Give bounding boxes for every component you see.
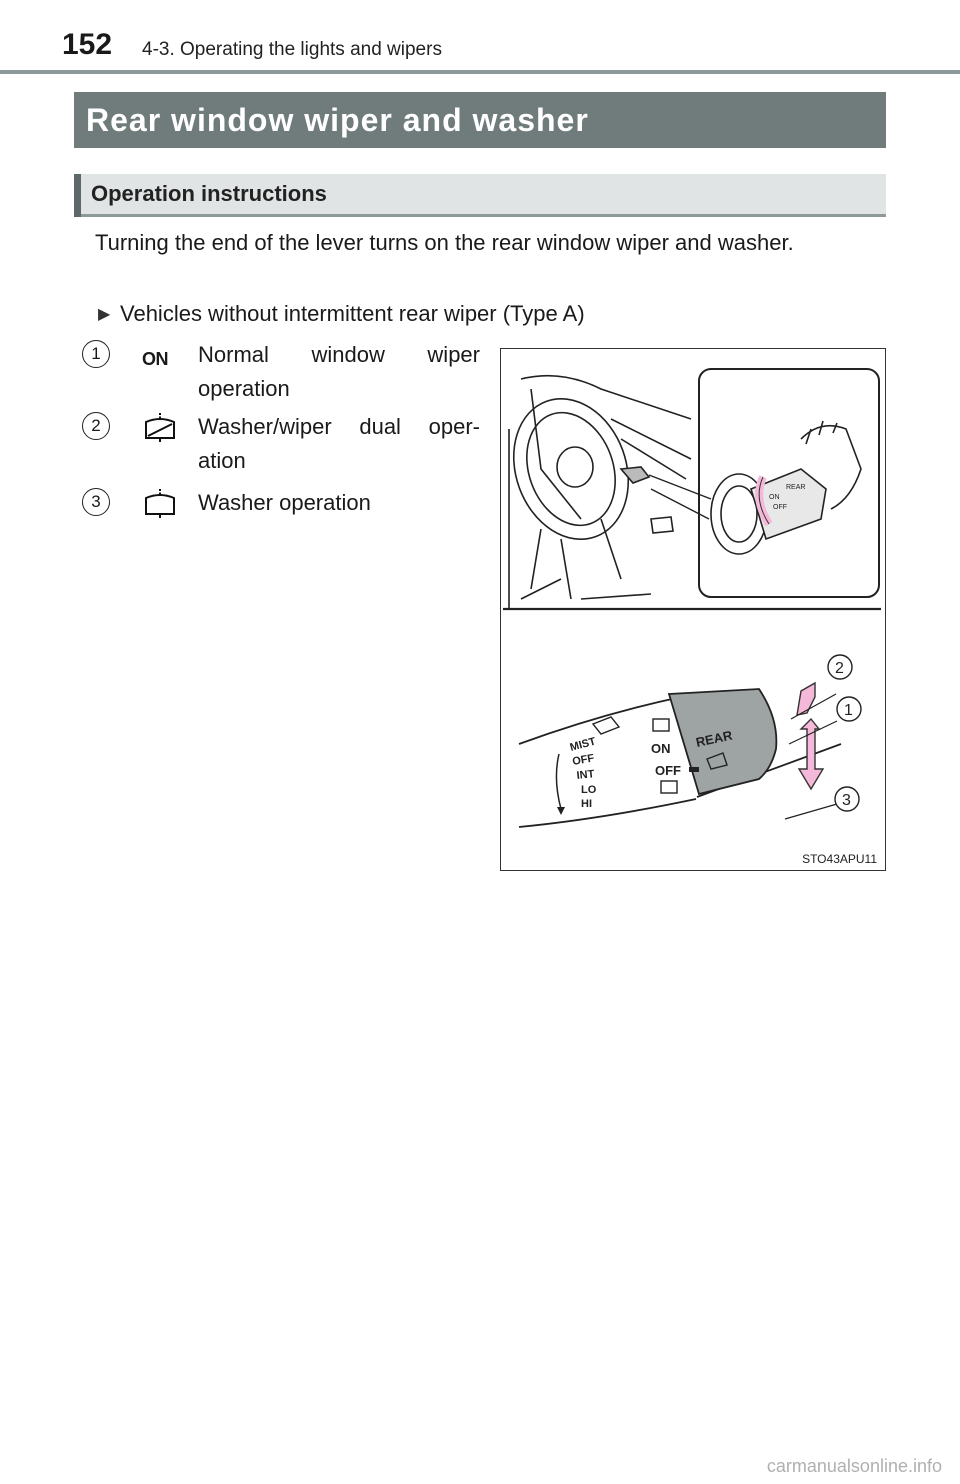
subsection-banner: [74, 174, 886, 217]
inset-rear-label: REAR: [786, 484, 806, 491]
intro-paragraph: Turning the end of the lever turns on the rear window wiper and washer.: [95, 230, 794, 255]
inset-on-label: ON: [769, 494, 780, 501]
lever-illustration: [500, 348, 886, 871]
item-number-2: 2: [82, 412, 110, 440]
lever-label-rear-on: ON: [651, 741, 671, 756]
rear-washer-wiper-icon: [140, 412, 180, 442]
subsection-accent-bar: [74, 174, 81, 217]
item-number-1: 1: [82, 340, 110, 368]
header-rule: [0, 70, 960, 74]
subsection-title: Operation instructions: [91, 181, 327, 206]
lever-label-rear: REAR: [694, 727, 734, 750]
item-text-2: Washer/wiper dual oper- ation: [198, 414, 480, 473]
watermark: carmanualsonline.info: [766, 1456, 942, 1476]
variant-text: Vehicles without intermittent rear wiper (Type A): [120, 301, 585, 326]
variant-label: [98, 298, 585, 331]
triangle-bullet-icon: ▶: [98, 306, 111, 323]
lever-illustration-drawing: [501, 349, 884, 869]
page-number: 152: [62, 28, 113, 61]
lever-label-hi: HI: [581, 798, 592, 810]
lever-label-lo: LO: [581, 784, 597, 796]
chapter-title: 4-3. Operating the lights and wipers: [142, 39, 442, 60]
rear-washer-icon: [140, 488, 180, 518]
item-number-3: 3: [82, 488, 110, 516]
figure-code: STO43APU11: [802, 852, 877, 866]
callout-1: 1: [844, 702, 853, 719]
lever-label-off: OFF: [571, 752, 596, 768]
callout-3: 3: [842, 792, 851, 809]
section-banner: [74, 92, 886, 148]
callout-2: 2: [835, 660, 844, 677]
on-symbol: ON: [142, 349, 168, 369]
inset-off-label: OFF: [773, 504, 787, 511]
lever-label-int: INT: [576, 768, 595, 782]
item-text-1: Normal window wiper operation: [198, 342, 480, 401]
section-title: Rear window wiper and washer: [86, 102, 589, 138]
lever-label-rear-off: OFF: [655, 763, 681, 778]
lever-label-mist: MIST: [568, 735, 598, 754]
item-text-3: Washer operation: [198, 490, 371, 515]
